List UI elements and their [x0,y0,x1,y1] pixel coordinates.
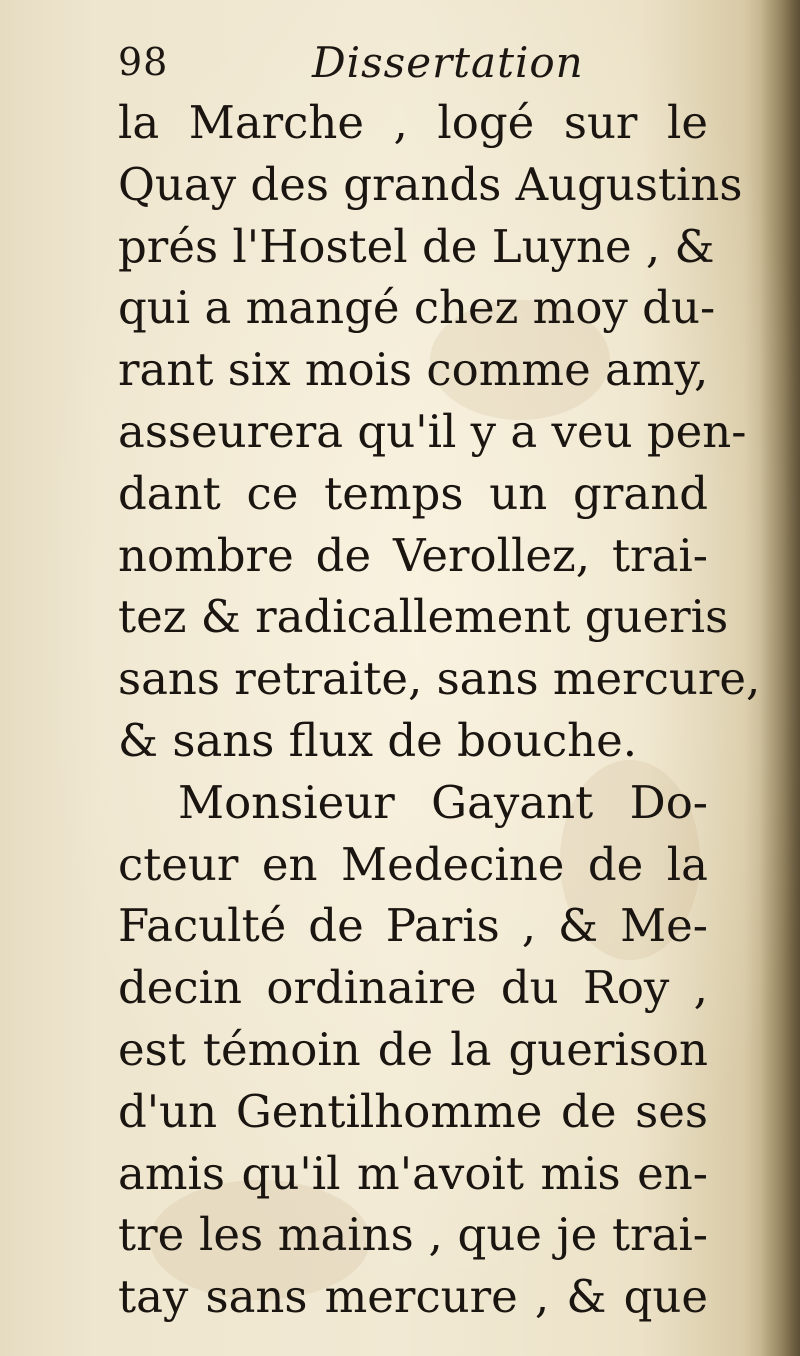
page-number: 98 [118,40,169,84]
text-line: Faculté de Paris , & Me- [118,899,708,953]
text-line: tay sans mercure , & que [118,1270,708,1324]
text-line: tre les mains , que je trai- [118,1208,708,1262]
page-edge-shadow [760,0,800,1356]
text-line: cteur en Medecine de la [118,837,708,891]
page-header [118,36,718,96]
text-line: qui a mangé chez moy du- [118,281,716,335]
text-line: dant ce temps un grand [118,466,708,520]
text-line: amis qu'il m'avoit mis en- [118,1146,708,1200]
text-line: la Marche , logé sur le [118,96,708,149]
text-line: d'un Gentilhomme de ses [118,1084,708,1138]
text-line: est témoin de la guerison [118,1022,708,1076]
text-line: sans retraite, sans mercure, [118,652,761,706]
running-title: Dissertation [312,38,584,87]
text-line: nombre de Verollez, trai- [118,528,708,582]
text-line: asseurera qu'il y a veu pen- [118,404,747,458]
text-line: decin ordinaire du Roy , [118,961,708,1015]
text-line: tez & radicallement gueris [118,590,729,644]
text-line: Quay des grands Augustins [118,157,743,211]
text-line: & sans flux de bouche. [118,713,638,767]
text-line: prés l'Hostel de Luyne , & [118,219,715,273]
text-line: Monsieur Gayant Do- [178,775,708,829]
text-line: rant six mois comme amy, [118,343,709,397]
body-text [118,92,761,1328]
